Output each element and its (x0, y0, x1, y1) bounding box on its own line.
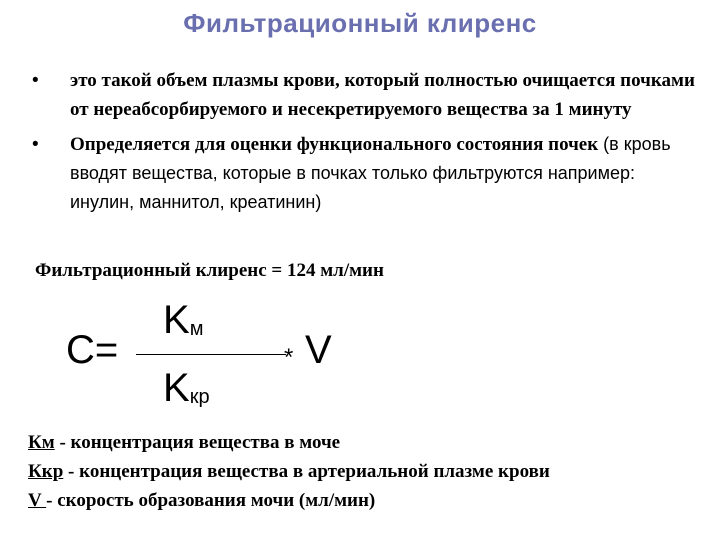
legend-item-kkr (28, 457, 708, 486)
numerator-subscript: м (189, 318, 204, 340)
legend-definition: - скорость образования мочи (мл/мин) (46, 490, 376, 511)
formula-operator: * (284, 344, 294, 371)
bullet-text-normal: (в кровь вводят вещества, которые в почках только фильтруются например: инулин, маннитол, креатинин) (70, 134, 671, 212)
clearance-value: Фильтрационный клиренс = 124 мл/мин (35, 260, 384, 281)
bullet-list (30, 66, 700, 223)
formula-lhs: C= (66, 328, 119, 372)
slide-title: Фильтрационный клиренс (183, 8, 537, 38)
fraction-bar (136, 354, 286, 355)
denominator-base: K (163, 366, 190, 410)
legend-item-km (28, 428, 708, 457)
legend-term: V (28, 490, 47, 511)
bullet-text-bold: Определяется для оценки функционального состояния почек (70, 134, 599, 155)
formula-multiplier: V (305, 328, 332, 372)
legend-definition: - концентрация вещества в моче (54, 432, 341, 453)
numerator-base: K (163, 298, 190, 342)
legend-item-v (28, 486, 708, 515)
bullet-item-purpose (30, 130, 700, 217)
denominator-subscript: кр (189, 386, 210, 408)
bullet-text-bold: это такой объем плазмы крови, который полностью очищается почками от нереабсорбируемого и несекретируемого вещества за 1 минуту (70, 70, 695, 120)
legend-definition: - концентрация вещества в артериальной плазме крови (63, 461, 550, 482)
legend (28, 428, 708, 515)
formula-numerator (163, 298, 203, 343)
legend-term: Ккр (28, 461, 64, 482)
formula-denominator (163, 366, 210, 411)
bullet-dot-icon: • (32, 134, 39, 155)
legend-term: Км (28, 432, 55, 453)
clearance-formula (0, 290, 720, 430)
bullet-dot-icon: • (32, 70, 39, 91)
bullet-item-definition (30, 66, 700, 124)
